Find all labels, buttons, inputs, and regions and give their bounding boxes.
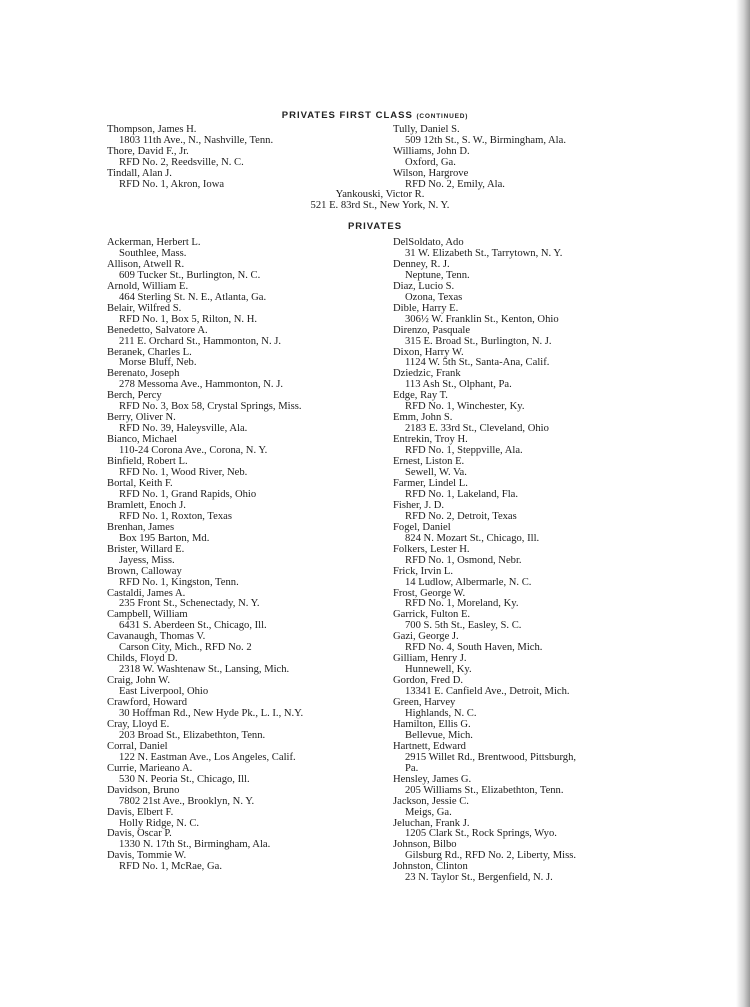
entry-name: DelSoldato, Ado — [393, 237, 464, 248]
entry-name: Brenhan, James — [107, 521, 175, 533]
entry-address: RFD No. 39, Haleysville, Ala. — [119, 423, 248, 435]
roster-entry — [107, 851, 303, 873]
roster-entry — [107, 348, 303, 370]
privates-right-column — [393, 238, 576, 884]
entry-address: 609 Tucker St., Burlington, N. C. — [119, 269, 261, 281]
entry-address: Meigs, Ga. — [405, 806, 452, 818]
entry-address: 211 E. Orchard St., Hammonton, N. J. — [119, 335, 282, 347]
roster-entry — [107, 654, 303, 676]
roster-entry — [107, 698, 303, 720]
roster-entry — [107, 326, 303, 348]
entry-address: RFD No. 4, South Haven, Mich. — [405, 642, 543, 654]
roster-entry — [393, 501, 576, 523]
privates-left-column — [107, 238, 303, 873]
entry-address: Ozona, Texas — [405, 291, 463, 303]
roster-entry — [393, 260, 576, 282]
entry-address: 2318 W. Washtenaw St., Lansing, Mich. — [119, 664, 290, 676]
entry-address: RFD No. 2, Emily, Ala. — [405, 178, 505, 190]
entry-name: Folkers, Lester H. — [393, 543, 470, 555]
entry-name: Craig, John W. — [107, 675, 170, 687]
roster-entry — [393, 819, 576, 841]
entry-address: RFD No. 1, Akron, Iowa — [119, 178, 225, 190]
page-edge-shadow — [736, 0, 750, 1007]
roster-entry — [107, 523, 303, 545]
entry-address: RFD No. 1, Kingston, Tenn. — [119, 576, 239, 588]
entry-address: Gilsburg Rd., RFD No. 2, Liberty, Miss. — [405, 850, 576, 862]
entry-name: Tully, Daniel S. — [393, 124, 460, 135]
roster-entry — [107, 676, 303, 698]
entry-address: 2915 Willet Rd., Brentwood, Pittsburgh, — [405, 751, 577, 763]
entry-name: Benedetto, Salvatore A. — [107, 324, 208, 336]
entry-address: Oxford, Ga. — [405, 156, 456, 168]
entry-address: 14 Ludlow, Albermarle, N. C. — [405, 576, 532, 588]
roster-entry — [107, 125, 273, 147]
entry-name: Jeluchan, Frank J. — [393, 817, 470, 829]
entry-name: Green, Harvey — [393, 697, 456, 709]
roster-entry — [107, 457, 303, 479]
entry-address: 205 Williams St., Elizabethton, Tenn. — [405, 784, 564, 796]
entry-name: Gilliam, Henry J. — [393, 653, 467, 665]
entry-address: Holly Ridge, N. C. — [119, 817, 200, 829]
roster-entry — [393, 238, 576, 260]
entry-address: 509 12th St., S. W., Birmingham, Ala. — [405, 134, 566, 146]
entry-name: Gazi, George J. — [393, 631, 459, 643]
entry-address: Jayess, Miss. — [119, 554, 175, 566]
entry-address: Sewell, W. Va. — [405, 467, 467, 479]
roster-entry — [107, 479, 303, 501]
entry-address: RFD No. 1, Wood River, Neb. — [119, 467, 248, 479]
roster-entry — [393, 610, 576, 632]
entry-name: Cray, Lloyd E. — [107, 718, 170, 730]
roster-entry — [393, 282, 576, 304]
entry-name: Corral, Daniel — [107, 740, 168, 752]
entry-name: Davis, Tommie W. — [107, 850, 187, 862]
roster-entry — [393, 545, 576, 567]
entry-address: 30 Hoffman Rd., New Hyde Pk., L. I., N.Y. — [119, 707, 304, 719]
entry-address: 1205 Clark St., Rock Springs, Wyo. — [405, 828, 557, 840]
entry-address: RFD No. 1, McRae, Ga. — [119, 861, 222, 873]
entry-name: Berenato, Joseph — [107, 368, 180, 380]
entry-address: 315 E. Broad St., Burlington, N. J. — [405, 335, 552, 347]
entry-name: Johnston, Clinton — [393, 861, 468, 873]
pfc-right-column — [393, 125, 566, 191]
roster-entry — [107, 545, 303, 567]
entry-address: RFD No. 1, Moreland, Ky. — [405, 598, 519, 610]
roster-entry — [107, 786, 303, 808]
entry-name: Crawford, Howard — [107, 697, 188, 709]
entry-address: Carson City, Mich., RFD No. 2 — [119, 642, 252, 654]
entry-name: Garrick, Fulton E. — [393, 609, 471, 621]
entry-name: Jackson, Jessie C. — [393, 795, 469, 807]
roster-entry — [393, 720, 576, 742]
entry-name: Bramlett, Enoch J. — [107, 499, 186, 511]
entry-name: Diaz, Lucio S. — [393, 280, 455, 292]
entry-name: Edge, Ray T. — [393, 390, 448, 402]
entry-address: 2183 E. 33rd St., Cleveland, Ohio — [405, 423, 549, 435]
roster-entry — [393, 369, 576, 391]
entry-address-continued: Pa. — [405, 762, 419, 774]
entry-name: Cavanaugh, Thomas V. — [107, 631, 206, 643]
entry-name: Hensley, James G. — [393, 773, 472, 785]
entry-name: Dziedzic, Frank — [393, 368, 461, 380]
roster-entry — [393, 147, 566, 169]
entry-name: Davis, Oscar P. — [107, 828, 172, 840]
roster-entry — [393, 589, 576, 611]
entry-address: RFD No. 2, Reedsville, N. C. — [119, 156, 244, 168]
entry-address: East Liverpool, Ohio — [119, 686, 209, 698]
entry-name: Gordon, Fred D. — [393, 675, 464, 687]
entry-address: Hunnewell, Ky. — [405, 664, 472, 676]
entry-name: Castaldi, James A. — [107, 587, 186, 599]
entry-address: 122 N. Eastman Ave., Los Angeles, Calif. — [119, 751, 296, 763]
roster-entry — [107, 260, 303, 282]
entry-name: Fisher, J. D. — [393, 499, 445, 511]
entry-name: Ackerman, Herbert L. — [107, 237, 201, 248]
roster-entry — [107, 632, 303, 654]
roster-entry — [107, 282, 303, 304]
section-title: PRIVATES FIRST CLASS — [281, 110, 413, 121]
entry-address: RFD No. 1, Box 5, Rilton, N. H. — [119, 313, 258, 325]
entry-name: Thore, David F., Jr. — [107, 145, 189, 157]
entry-name: Campbell, William — [107, 609, 188, 621]
roster-entry — [393, 125, 566, 147]
roster-entry — [107, 413, 303, 435]
entry-address: 1803 11th Ave., N., Nashville, Tenn. — [119, 134, 274, 146]
roster-entry — [393, 169, 566, 191]
roster-entry — [393, 479, 576, 501]
roster-entry — [393, 862, 576, 884]
entry-address: 306½ W. Franklin St., Kenton, Ohio — [405, 313, 559, 325]
roster-entry — [107, 238, 303, 260]
roster-entry — [393, 742, 576, 775]
roster-entry — [393, 435, 576, 457]
entry-address: Box 195 Barton, Md. — [119, 532, 210, 544]
entry-name: Arnold, William E. — [107, 280, 189, 292]
entry-name: Direnzo, Pasquale — [393, 324, 471, 336]
entry-address: RFD No. 1, Steppville, Ala. — [405, 445, 523, 457]
entry-name: Wilson, Hargrove — [393, 167, 469, 179]
section-title: PRIVATES — [347, 221, 403, 232]
roster-entry — [107, 169, 273, 191]
entry-name: Beranek, Charles L. — [107, 346, 192, 358]
entry-address: 31 W. Elizabeth St., Tarrytown, N. Y. — [405, 247, 563, 259]
roster-entry — [107, 764, 303, 786]
entry-name: Williams, John D. — [393, 145, 470, 157]
pfc-left-column — [107, 125, 273, 191]
entry-address: RFD No. 2, Detroit, Texas — [405, 510, 517, 522]
entry-name: Hamilton, Ellis G. — [393, 718, 471, 730]
entry-name: Currie, Marieano A. — [107, 762, 193, 774]
entry-name: Ernest, Liston E. — [393, 456, 465, 468]
roster-entry — [393, 567, 576, 589]
roster-entry — [393, 698, 576, 720]
roster-entry — [107, 610, 303, 632]
entry-address: 13341 E. Canfield Ave., Detroit, Mich. — [405, 686, 570, 698]
entry-name: Dixon, Harry W. — [393, 346, 464, 358]
entry-name: Binfield, Robert L. — [107, 456, 188, 468]
roster-entry — [107, 589, 303, 611]
entry-address: 23 N. Taylor St., Bergenfield, N. J. — [405, 872, 553, 884]
entry-address: RFD No. 1, Winchester, Ky. — [405, 401, 525, 413]
entry-address: 113 Ash St., Olphant, Pa. — [405, 379, 512, 391]
entry-name: Johnson, Bilbo — [393, 839, 457, 851]
roster-entry — [393, 326, 576, 348]
entry-name: Bortal, Keith F. — [107, 477, 173, 489]
entry-address: 824 N. Mozart St., Chicago, Ill. — [405, 532, 540, 544]
entry-address: 110-24 Corona Ave., Corona, N. Y. — [119, 445, 268, 457]
entry-name: Belair, Wilfred S. — [107, 302, 182, 314]
entry-name: Fogel, Daniel — [393, 521, 451, 533]
entry-name: Hartnett, Edward — [393, 740, 466, 752]
entry-name: Thompson, James H. — [107, 124, 197, 135]
entry-name: Davidson, Bruno — [107, 784, 180, 796]
pfc-center-entry — [0, 190, 750, 212]
roster-entry — [393, 797, 576, 819]
entry-name: Davis, Elbert F. — [107, 806, 174, 818]
entry-address: 700 S. 5th St., Easley, S. C. — [405, 620, 522, 632]
roster-entry — [393, 775, 576, 797]
roster-entry — [393, 676, 576, 698]
section-heading-pfc — [0, 110, 750, 121]
entry-address: 235 Front St., Schenectady, N. Y. — [119, 598, 260, 610]
roster-entry — [393, 632, 576, 654]
entry-name: Berch, Percy — [107, 390, 162, 402]
roster-entry — [393, 457, 576, 479]
entry-name: Brown, Calloway — [107, 565, 182, 577]
roster-entry — [107, 147, 273, 169]
section-heading-privates — [0, 221, 750, 232]
roster-entry — [393, 413, 576, 435]
roster-entry — [107, 808, 303, 830]
entry-address: 278 Messoma Ave., Hammonton, N. J. — [119, 379, 283, 391]
roster-entry — [393, 654, 576, 676]
entry-address: 203 Broad St., Elizabethton, Tenn. — [119, 729, 266, 741]
entry-name: Frick, Irvin L. — [393, 565, 454, 577]
entry-name: Bianco, Michael — [107, 434, 178, 446]
roster-entry — [107, 435, 303, 457]
entry-address: 1124 W. 5th St., Santa-Ana, Calif. — [405, 357, 550, 369]
entry-address: RFD No. 3, Box 58, Crystal Springs, Miss. — [119, 401, 302, 413]
entry-address: 464 Sterling St. N. E., Atlanta, Ga. — [119, 291, 267, 303]
entry-address: 1330 N. 17th St., Birmingham, Ala. — [119, 839, 271, 851]
entry-address: 530 N. Peoria St., Chicago, Ill. — [119, 773, 250, 785]
roster-entry — [107, 369, 303, 391]
roster-entry — [107, 391, 303, 413]
entry-address: 521 E. 83rd St., New York, N. Y. — [310, 199, 450, 211]
entry-address: Neptune, Tenn. — [405, 269, 470, 281]
entry-name: Entrekin, Troy H. — [393, 434, 468, 446]
entry-address: Southlee, Mass. — [119, 247, 187, 259]
entry-address: RFD No. 1, Osmond, Nebr. — [405, 554, 522, 566]
entry-name: Emm, John S. — [393, 412, 453, 424]
entry-address: RFD No. 1, Roxton, Texas — [119, 510, 232, 522]
entry-address: Morse Bluff, Neb. — [119, 357, 197, 369]
entry-address: RFD No. 1, Grand Rapids, Ohio — [119, 488, 257, 500]
section-continued-label: (CONTINUED) — [416, 113, 469, 120]
entry-name: Yankouski, Victor R. — [335, 189, 425, 200]
entry-name: Brister, Willard E. — [107, 543, 185, 555]
roster-entry — [107, 742, 303, 764]
entry-name: Tindall, Alan J. — [107, 167, 172, 179]
roster-entry — [393, 391, 576, 413]
entry-name: Dible, Harry E. — [393, 302, 459, 314]
entry-address: 7802 21st Ave., Brooklyn, N. Y. — [119, 795, 255, 807]
entry-name: Denney, R. J. — [393, 258, 450, 270]
entry-name: Frost, George W. — [393, 587, 466, 599]
entry-address: RFD No. 1, Lakeland, Fla. — [405, 488, 518, 500]
roster-entry — [393, 348, 576, 370]
entry-name: Farmer, Lindel L. — [393, 477, 468, 489]
entry-address: Highlands, N. C. — [405, 707, 477, 719]
roster-entry — [107, 501, 303, 523]
roster-entry — [393, 840, 576, 862]
entry-address: Bellevue, Mich. — [405, 729, 473, 741]
entry-name: Allison, Atwell R. — [107, 258, 185, 270]
roster-entry — [107, 829, 303, 851]
entry-address: 6431 S. Aberdeen St., Chicago, Ill. — [119, 620, 267, 632]
entry-name: Berry, Oliver N. — [107, 412, 176, 424]
roster-entry — [107, 720, 303, 742]
roster-entry — [107, 304, 303, 326]
roster-entry — [393, 523, 576, 545]
roster-entry — [393, 304, 576, 326]
entry-name: Childs, Floyd D. — [107, 653, 178, 665]
roster-entry — [107, 567, 303, 589]
